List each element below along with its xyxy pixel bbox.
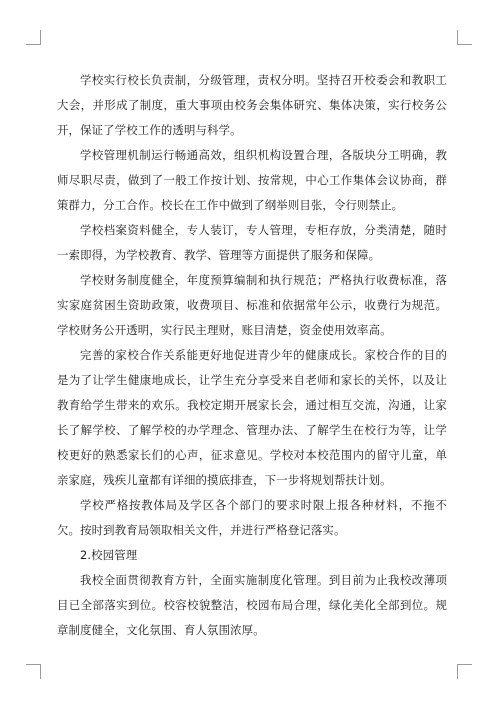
paragraph-archives: 学校档案资料健全，专人装订，专人管理，专柜存放，分类清楚，随时一索即得，为学校教育、教学、管理等方面提供了服务和保障。 xyxy=(57,223,447,262)
crop-mark-bottom-left xyxy=(26,664,41,679)
paragraph-reporting: 学校严格按教体局及学区各个部门的要求时限上报各种材料，不拖不欠。按时到教育局领取相关文件，并进行严格登记落实。 xyxy=(57,498,447,537)
crop-mark-top-left xyxy=(26,30,41,45)
paragraph-campus-management: 我校全面贯彻教育方针，全面实施制度化管理。到目前为止我校改薄项目已全部落实到位。校容校貌整洁，校园布局合理，绿化美化全部到位。规章制度健全，文化氛围、育人氛围浓厚。 xyxy=(57,573,447,637)
paragraph-management-mechanism: 学校管理机制运行畅通高效，组织机构设置合理，各版块分工明确，教师尽职尽责，做到了一般工作按计划、按常规，中心工作集体会议协商，群策群力，分工合作。校长在工作中做到了纲举则目张，令行则禁止。 xyxy=(57,148,447,212)
paragraph-home-school: 完善的家校合作关系能更好地促进青少年的健康成长。家校合作的目的是为了让学生健康地成长，让学生充分享受来自老师和家长的关怀，以及让教育给学生带来的欢乐。我校定期开展家长会，通过相互交流，沟通，让家长了解学校、了解学校的办学理念、管理办法、了解学生在校行为等，让学校更好的熟悉家长们的心声，征求意见。学校对本校范围内的留守儿童，单亲家庭，残疾儿童都有详细的摸底排查，下一步将规划帮扶计划。 xyxy=(57,348,447,487)
crop-mark-top-right xyxy=(457,30,472,45)
paragraph-management-system: 学校实行校长负责制，分级管理，责权分明。坚持召开校委会和教职工大会，并形成了制度，重大事项由校务会集体研究、集体决策，实行校务公开，保证了学校工作的透明与科学。 xyxy=(57,73,447,137)
document-body xyxy=(57,68,447,643)
section-heading-campus-management: 2.校园管理 xyxy=(80,548,138,562)
crop-mark-bottom-right xyxy=(457,664,472,679)
paragraph-finance: 学校财务制度健全，年度预算编制和执行规范；严格执行收费标准，落实家庭贫困生资助政策，收费项目、标准和依据常年公示，收费行为规范。学校财务公开透明，实行民主理财，账目清楚，资金使用效率高。 xyxy=(57,273,447,337)
